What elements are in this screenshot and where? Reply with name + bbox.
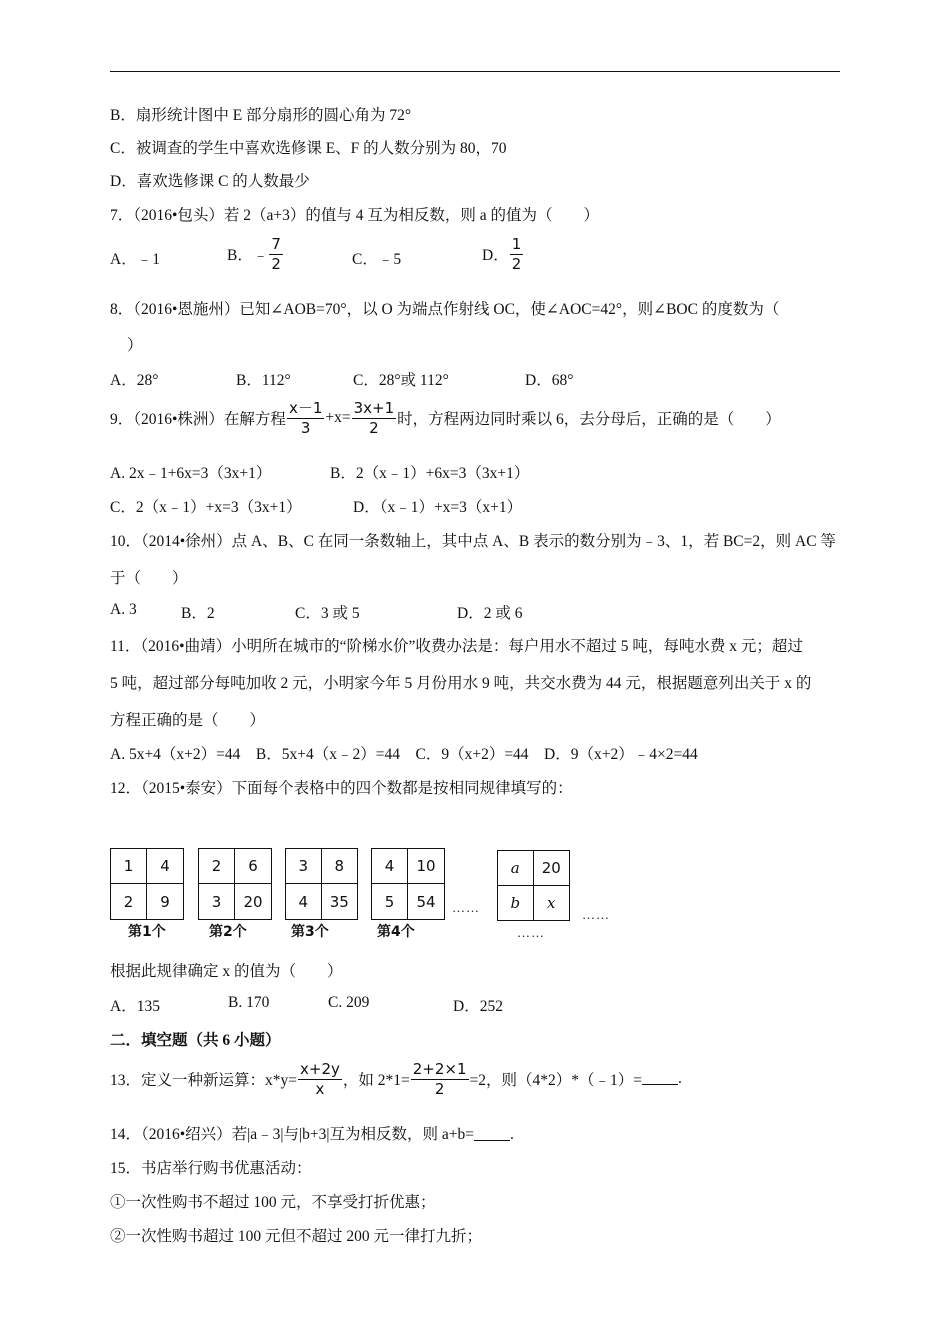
q9-option-b: B．2（x﹣1）+6x=3（3x+1）	[330, 465, 530, 482]
q11-options: A. 5x+4（x+2）=44 B．5x+4（x﹣2）=44 C．9（x+2）=44 D．9（x+2）﹣4×2=44	[110, 746, 698, 763]
q11-stem-line3: 方程正确的是（ ）	[110, 712, 266, 729]
q9-stem-mid: +x=	[325, 409, 351, 426]
q15-item-2: ②一次性购书超过 100 元但不超过 200 元一律打九折；	[110, 1228, 483, 1245]
q7-option-b-prefix: B．﹣	[227, 247, 269, 264]
q7-stem: 7．（2016•包头）若 2（a+3）的值与 4 互为相反数，则 a 的值为（ ）	[110, 207, 600, 224]
q10-option-d: D．2 或 6	[457, 605, 523, 622]
q13-stem	[110, 1061, 682, 1097]
q7-option-a: A．﹣1	[110, 251, 160, 268]
q13-pre: 13．定义一种新运算：x*y=	[110, 1072, 297, 1089]
fraction-numerator: 3x+1	[353, 399, 395, 417]
q11-stem-line1: 11．（2016•曲靖）小明所在城市的“阶梯水价”收费办法是：每户用水不超过 5 吨，每吨水费 x 元；超过	[110, 638, 803, 655]
q10-stem-line2: 于（ ）	[110, 570, 188, 587]
q8-option-b: B．112°	[236, 372, 291, 389]
q12-table-2	[198, 848, 272, 920]
fraction-numerator: 2+2×1	[412, 1060, 467, 1078]
q13-end: .	[678, 1070, 682, 1087]
q12-table-4-caption: 第4个	[377, 924, 415, 940]
fraction-denominator: 2	[369, 418, 379, 437]
table-cell: 3	[199, 884, 235, 919]
fraction-denominator: 3	[300, 418, 311, 437]
q12-option-d: D．252	[453, 998, 503, 1015]
table-cell: 2	[111, 884, 147, 919]
table-cell: 4	[372, 849, 408, 884]
q12-ellipsis-1: ……	[452, 900, 480, 915]
q9-option-a: A. 2x﹣1+6x=3（3x+1）	[110, 465, 272, 482]
q7-option-b	[227, 236, 284, 272]
q12-stem: 12．（2015•泰安）下面每个表格中的四个数都是按相同规律填写的：	[110, 780, 573, 797]
q10-option-c: C．3 或 5	[295, 605, 360, 622]
q15-item-1: ①一次性购书不超过 100 元，不享受打折优惠；	[110, 1194, 436, 1211]
q9-fraction-2	[352, 400, 397, 436]
q10-option-a: A. 3	[110, 601, 137, 618]
q7-option-d	[482, 236, 524, 272]
section-heading-fill-in: 二．填空题（共 6 小题）	[110, 1032, 281, 1049]
table-cell: b	[498, 886, 534, 921]
table-cell: 6	[235, 849, 271, 884]
fraction-numerator: 1	[511, 235, 522, 253]
header-rule	[110, 71, 840, 72]
table-cell: 54	[416, 892, 436, 911]
table-cell: 3	[286, 849, 322, 884]
table-cell: 10	[408, 849, 444, 884]
q9-stem-pre: 9．（2016•株洲）在解方程	[110, 411, 286, 428]
q6-option-c: C．被调查的学生中喜欢选修课 E、F 的人数分别为 80，70	[110, 140, 507, 157]
table-cell: 4	[286, 884, 322, 919]
q7-option-d-fraction	[510, 236, 524, 272]
q10-stem-line1: 10．（2014•徐州）点 A、B、C 在同一条数轴上，其中点 A、B 表示的数分别为﹣3、1，若 BC=2，则 AC 等	[110, 533, 836, 550]
q12-option-a: A．135	[110, 998, 160, 1015]
table-cell: a	[498, 851, 534, 886]
q14-text: 14．（2016•绍兴）若|a﹣3|与|b+3|互为相反数，则 a+b=	[110, 1126, 474, 1143]
table-cell: 20	[243, 892, 263, 911]
q13-fraction-1	[298, 1061, 342, 1097]
fraction-denominator: 2	[434, 1079, 445, 1098]
fraction-numerator: 7	[271, 235, 281, 253]
table-cell: 20	[534, 851, 570, 886]
q9-stem-post: 时，方程两边同时乘以 6，去分母后，正确的是（ ）	[397, 411, 781, 428]
table-cell: 1	[111, 849, 147, 884]
q12-table-n	[497, 850, 570, 921]
answer-blank[interactable]	[474, 1126, 510, 1141]
q8-stem-end: ）	[127, 337, 143, 354]
fraction-numerator: x+2y	[300, 1060, 340, 1078]
fraction-denominator: 2	[511, 254, 522, 273]
q12-table-4	[371, 848, 445, 920]
q12-table-3	[285, 848, 358, 920]
table-cell: 9	[160, 892, 170, 911]
q13-post: =2，则（4*2）*（﹣1）=	[469, 1072, 643, 1089]
q9-option-d: D．（x﹣1）+x=3（x+1）	[353, 499, 523, 516]
fraction-denominator: x	[315, 1079, 325, 1098]
q12-table-3-caption: 第3个	[291, 924, 329, 940]
q8-option-d: D．68°	[525, 372, 574, 389]
q7-option-b-fraction	[269, 236, 283, 272]
q9-option-c: C．2（x﹣1）+x=3（3x+1）	[110, 499, 302, 516]
q9-fraction-1	[287, 400, 324, 436]
q7-option-d-prefix: D．	[482, 247, 509, 264]
table-cell: 2	[199, 849, 235, 884]
fraction-numerator: x－1	[288, 399, 323, 417]
fraction-denominator: 2	[271, 254, 281, 273]
q12-table-1	[110, 848, 184, 920]
table-cell: 5	[372, 884, 408, 919]
q13-mid: ，如 2*1=	[342, 1072, 410, 1089]
answer-blank[interactable]	[642, 1070, 678, 1085]
q8-stem: 8．（2016•恩施州）已知∠AOB=70°，以 O 为端点作射线 OC，使∠AOC=42°，则∠BOC 的度数为（	[110, 301, 780, 318]
table-cell: 35	[329, 892, 349, 911]
q6-option-b: B．扇形统计图中 E 部分扇形的圆心角为 72°	[110, 107, 412, 124]
q7-option-c: C．﹣5	[352, 251, 402, 268]
q12-option-c: C. 209	[328, 994, 370, 1011]
q13-fraction-2	[411, 1061, 469, 1097]
q8-option-a: A．28°	[110, 372, 159, 389]
q10-option-b: B．2	[181, 605, 215, 622]
q12-ellipsis-2: ……	[517, 925, 545, 940]
table-cell: 8	[322, 849, 358, 884]
q9-stem	[110, 400, 781, 436]
q12-option-b: B. 170	[228, 994, 270, 1011]
q12-question: 根据此规律确定 x 的值为（ ）	[110, 963, 343, 980]
q14-stem	[110, 1122, 514, 1144]
table-cell: x	[547, 893, 556, 912]
q12-ellipsis-3: ……	[582, 907, 610, 922]
q8-option-c: C．28°或 112°	[353, 372, 449, 389]
q6-option-d: D．喜欢选修课 C 的人数最少	[110, 173, 310, 190]
q12-table-1-caption: 第1个	[128, 924, 166, 940]
q14-end: .	[509, 1126, 514, 1143]
q15-stem: 15．书店举行购书优惠活动：	[110, 1160, 312, 1177]
q11-stem-line2: 5 吨，超过部分每吨加收 2 元，小明家今年 5 月份用水 9 吨，共交水费为 44 元，根据题意列出关于 x 的	[110, 675, 812, 692]
table-cell: 4	[147, 849, 183, 884]
q12-table-2-caption: 第2个	[209, 924, 247, 940]
